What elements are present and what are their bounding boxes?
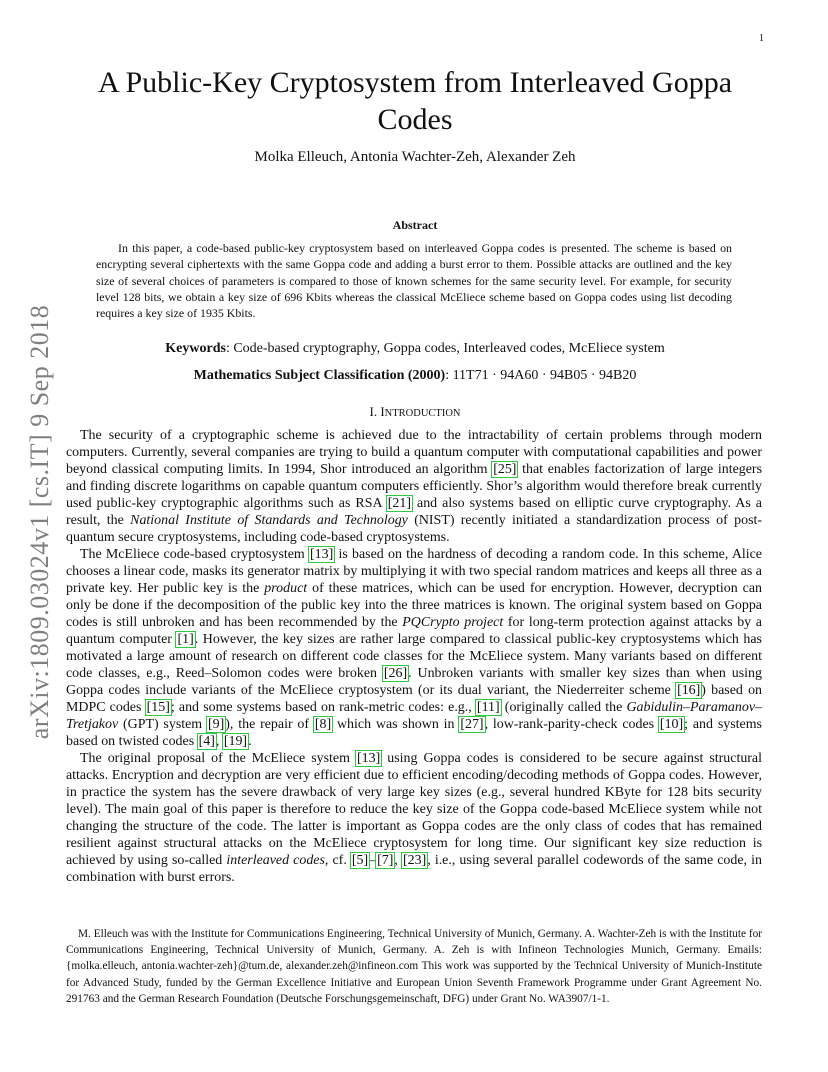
section-title-initial: I	[380, 404, 385, 419]
citation-link[interactable]: [5]	[351, 853, 369, 868]
text-run: for long-term protection against attacks by a quantum computer	[66, 615, 762, 647]
citation-link[interactable]: [23]	[403, 853, 427, 868]
citation-link[interactable]: [21]	[387, 496, 412, 511]
text-run: (GPT) system	[118, 717, 207, 732]
text-run: is based on the hardness of decoding a random code. In this scheme, Alice chooses a linear code, masks its generator matrix by multiplying it with two special random matrices and keeps all three as a private key. Her public key is the	[66, 547, 762, 596]
citation-link[interactable]: [13]	[310, 547, 334, 562]
abstract-heading: Abstract	[392, 218, 438, 232]
page-number: 1	[759, 33, 764, 44]
text-run: .	[248, 734, 252, 749]
text-run: ,	[215, 734, 223, 749]
text-run: ,	[394, 853, 402, 868]
text-run: . However, the key sizes are rather large compared to classical public-key cryptosystems which has motivated a large amount of research on different code classes for the McEliece system. Many variants based on different code classes, e.g., Reed–Solomon codes were broken	[66, 632, 762, 681]
italic-text: product	[264, 581, 308, 596]
msc-line	[60, 368, 770, 384]
text-run: (originally called the	[500, 700, 627, 715]
text-run: The McEliece code-based cryptosystem	[80, 547, 310, 562]
text-run: ) based on MDPC codes	[66, 683, 763, 715]
text-run: ; and some systems based on rank-metric codes: e.g.,	[170, 700, 476, 715]
text-run: that enables factorization of large integers and finding discrete logarithms on capable quantum computers efficiently. Shor’s algorithm would therefore break currently used public-key cryptographic algorithms such as RSA	[66, 462, 762, 511]
italic-text: National Institute of Standards and Technology	[130, 513, 408, 528]
arxiv-watermark: arXiv:1809.03024v1 [cs.IT] 9 Sep 2018	[25, 304, 54, 740]
italic-text: interleaved codes	[226, 853, 325, 868]
text-run: The security of a cryptographic scheme is achieved due to the intractability of certain problems through modern computers. Currently, several companies are trying to build a quantum computer with computational capabilities and power beyond classical computing limits. In 1994, Shor introduced an algorithm	[66, 428, 762, 477]
msc-label: Mathematics Subject Classification (2000)	[193, 368, 446, 383]
text-run: which was shown in	[332, 717, 460, 732]
msc-codes: : 11T71 · 94A60 · 94B05 · 94B20	[445, 368, 637, 383]
text-run: , low-rank-parity-check codes	[484, 717, 659, 732]
paper-title: A Public-Key Cryptosystem from Interleaved Goppa Codes	[97, 66, 733, 136]
citation-link[interactable]: [7]	[377, 853, 394, 868]
section-numeral: I.	[369, 404, 381, 419]
section-heading-introduction	[60, 404, 770, 420]
text-run: ), the repair of	[225, 717, 314, 732]
text-run: ; and systems based on twisted codes	[66, 717, 762, 749]
paragraph-3	[66, 750, 762, 886]
text-run: –	[369, 853, 377, 868]
citation-link[interactable]: [8]	[314, 717, 332, 732]
text-run: (NIST) recently initiated a standardization process of post-quantum secure cryptosystems, including code-based cryptosystems.	[66, 513, 763, 545]
text-run: and also systems based on elliptic curve cryptography. As a result, the	[66, 496, 762, 528]
citation-link[interactable]: [9]	[208, 717, 225, 732]
paragraph-1	[66, 427, 762, 546]
keywords-line	[60, 341, 770, 357]
author-list: Molka Elleuch, Antonia Wachter-Zeh, Alexander Zeh	[254, 149, 576, 165]
introduction-body	[66, 427, 762, 886]
citation-link[interactable]: [19]	[223, 734, 248, 749]
citation-link[interactable]: [15]	[146, 700, 170, 715]
abstract-text: In this paper, a code-based public-key cryptosystem based on interleaved Goppa codes is presented. The scheme is based on encrypting several ciphertexts with the same Goppa code and adding a burst error to them. Possible attacks are outlined and the key size of several choices of parameters is compared to those of known schemes for the same security level. For example, for security level 128 bits, we obtain a key size of 696 Kbits whereas the classical McEliece scheme based on Goppa codes using list decoding requires a key size of 1935 Kbits.	[96, 241, 732, 321]
citation-link[interactable]: [1]	[177, 632, 194, 647]
citation-link[interactable]: [26]	[383, 666, 408, 681]
text-run: . Unbroken variants with smaller key sizes than when using Goppa codes include variants of the McEliece cryptosystem (or its dual variant, the Niederreiter scheme	[66, 666, 762, 698]
text-run: , cf.	[324, 853, 351, 868]
text-run: , i.e., using several parallel codewords of the same code, in combination with burst errors.	[66, 853, 762, 885]
text-run: The original proposal of the McEliece system	[80, 751, 356, 766]
author-footnote: M. Elleuch was with the Institute for Communications Engineering, Technical University of Munich, Germany. A. Wachter-Zeh is with the Institute for Communications Engineering, Technical University of Munich, Germany. A. Zeh is with Infineon Technologies Munich, Germany. Emails: {molka.elleuch, antonia.wachter-zeh}@tum.de, alexander.zeh@infineon.com This work was supported by the Technical University of Munich-Institute for Advanced Study, funded by the German Excellence Initiative and European Union Seventh Framework Programme under Grant Agreement No. 291763 and the German Research Foundation (Deutsche Forschungsgemeinschaft, DFG) under Grant No. WA3907/1-1.	[66, 928, 762, 1005]
text-run: of these matrices, which can be used for encryption. However, decryption can only be done if the decomposition of the public key into the three matrices is known. The original system based on Goppa codes is still unbroken and has been recommended by the	[66, 581, 762, 630]
text-run: using Goppa codes is considered to be secure against structural attacks. Encryption and decryption are very efficient due to efficient encoding/decoding methods of Goppa codes. However, in practice the system has the severe drawback of very large key sizes (e.g., several hundred KByte for 128 bits security level). The main goal of this paper is therefore to reduce the key size of the Goppa code-based McEliece system while not changing the structure of the code. The latter is important as Goppa codes are the only class of codes that has remained resilient against structural attacks on the McEliece cryptosystem for long time. Our significant key size reduction is achieved by using so-called	[66, 751, 762, 868]
citation-link[interactable]: [11]	[476, 700, 500, 715]
citation-link[interactable]: [13]	[356, 751, 381, 766]
italic-text: PQCrypto project	[402, 615, 504, 630]
citation-link[interactable]: [16]	[677, 683, 701, 698]
keywords-label: Keywords	[165, 341, 226, 356]
citation-link[interactable]: [25]	[493, 462, 517, 477]
section-title-rest: NTRODUCTION	[384, 408, 461, 419]
citation-link[interactable]: [10]	[659, 717, 684, 732]
keywords-text: : Code-based cryptography, Goppa codes, Interleaved codes, McEliece system	[225, 341, 665, 356]
citation-link[interactable]: [27]	[460, 717, 484, 732]
italic-text: Gabidulin–Paramanov–Tretjakov	[66, 700, 762, 732]
citation-link[interactable]: [4]	[198, 734, 215, 749]
paragraph-2	[66, 546, 762, 750]
